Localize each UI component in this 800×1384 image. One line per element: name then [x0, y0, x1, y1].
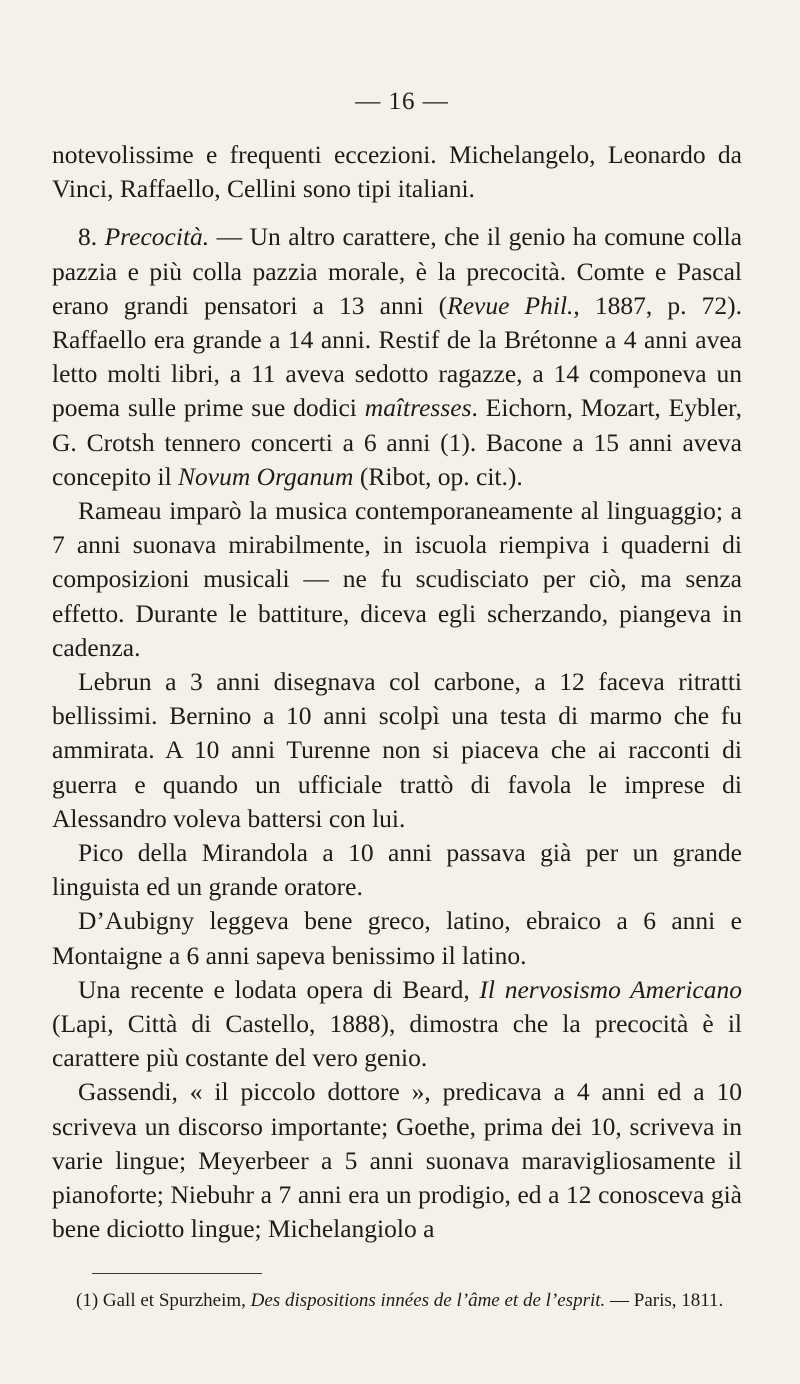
italic-run: Novum Organum: [178, 461, 354, 491]
italic-run: Des dispositions innées de l’âme et de l’esprit.: [250, 1289, 606, 1311]
footnote-divider: [92, 1273, 262, 1274]
book-page: [52, 88, 742, 1314]
body-text: [52, 138, 742, 1247]
page-number-header: — 16 —: [355, 88, 449, 115]
paragraph-pico: Pico della Mirandola a 10 anni passava già per un grande linguista ed un grande oratore.: [52, 838, 742, 902]
paragraph-continuation: notevolissime e frequenti eccezioni. Michelangelo, Leonardo da Vinci, Raffaello, Cellini sono tipi italiani.: [52, 140, 742, 204]
paragraph-rameau: Rameau imparò la musica contemporaneamente al linguaggio; a 7 anni suonava mirabilmente, in iscuola riempiva i quaderni di composizioni musicali — ne fu scudisciato per ciò, ma senza effetto. Durante le battiture, diceva egli scherzando, piangeva in cadenza.: [52, 496, 742, 662]
paragraph-precocita: 8. Precocità. — Un altro carattere, che il genio ha comune colla pazzia e più colla pazzia morale, è la precocità. Comte e Pascal erano grandi pensatori a 13 anni (Revue Phil., 1887, p. 72). Raffaello era grande a 14 anni. Restif de la Brétonne a 4 anni avea letto molti libri, a 11 aveva sedotto ragazze, a 14 componeva un poema sulle prime sue dodici maîtresses. Eichorn, Mozart, Eybler, G. Crotsh tennero concerti a 6 anni (1). Bacone a 15 anni aveva concepito il Novum Organum (Ribot, op. cit.).: [52, 222, 743, 491]
paragraph-beard: Una recente e lodata opera di Beard, Il nervosismo Americano (Lapi, Città di Castello, 1888), dimostra che la precocità è il carattere più costante del vero genio.: [52, 974, 742, 1073]
paragraph-gassendi: Gassendi, « il piccolo dottore », predicava a 4 anni ed a 10 scriveva un discorso importante; Goethe, prima dei 10, scriveva in varie lingue; Meyerbeer a 5 anni suonava maravigliosamente il pianoforte; Niebuhr a 7 anni era un prodigio, ed a 12 conosceva già bene diciotto lingue; Michelangiolo a: [52, 1077, 742, 1244]
italic-run: Revue Phil.: [447, 290, 574, 320]
footnote: (1) Gall et Spurzheim, Des dispositions innées de l’âme et de l’esprit. — Paris, 1811.: [76, 1289, 724, 1311]
paragraph-lebrun: Lebrun a 3 anni disegnava col carbone, a 12 faceva ritratti bellissimi. Bernino a 10 anni scolpì una testa di marmo che fu ammirata. A 10 anni Turenne non si piaceva che ai racconti di guerra e quando un ufficiale trattò di favola le imprese di Alessandro voleva battersi con lui.: [52, 667, 742, 833]
italic-run: Il nervosismo Americano: [479, 974, 742, 1004]
italic-run: Precocità.: [104, 222, 210, 252]
paragraph-daubigny: D’Aubigny leggeva bene greco, latino, ebraico a 6 anni e Montaigne a 6 anni sapeva benissimo il latino.: [52, 906, 742, 970]
italic-run: maîtresses: [364, 393, 472, 423]
